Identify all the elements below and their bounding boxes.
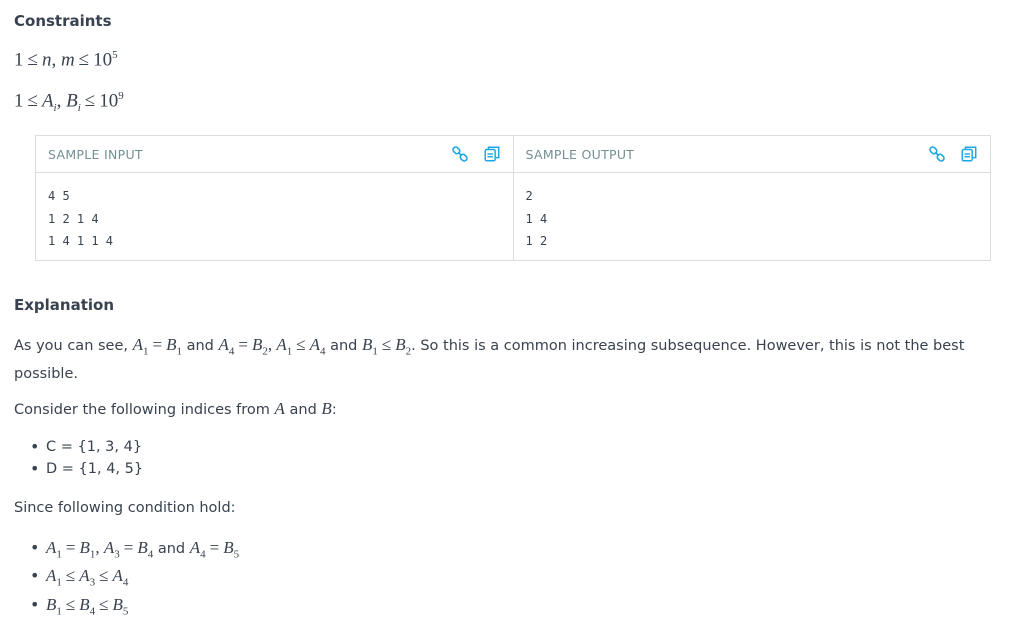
list-item: • $B_1 \le B_4 \le B_5$ — [30, 594, 239, 622]
sample-input-title: SAMPLE INPUT — [48, 146, 143, 162]
sample-input-header — [36, 136, 513, 173]
condition-intro: Since following condition hold: — [14, 500, 236, 516]
explanation-heading: Explanation — [14, 296, 115, 314]
list-item: • D = {1, 4, 5} — [30, 458, 143, 480]
sample-output-panel — [513, 136, 991, 260]
list-item: • C = {1, 3, 4} — [30, 436, 143, 458]
constraints-heading: Constraints — [14, 12, 112, 30]
constraint-nm: 1 ≤ n, $m \le 10^5$ — [14, 49, 118, 71]
conditions-list — [30, 537, 239, 622]
indices-list — [30, 436, 143, 480]
constraint-ab: $1 \le A_i$, $B_i \le 10^9$ — [14, 90, 124, 115]
sample-table — [35, 135, 991, 261]
indices-intro: Consider the following indices from A and B: — [14, 399, 337, 418]
sample-input-panel — [36, 136, 513, 260]
sample-input-body: 4 5 1 2 1 4 1 4 1 1 4 — [48, 189, 114, 248]
sample-output-body: 2 1 4 1 2 — [525, 189, 548, 248]
copy-icon[interactable] — [483, 145, 501, 163]
sample-output-title: SAMPLE OUTPUT — [525, 146, 635, 162]
list-item: • $A_1 \le A_3 \le A_4$ — [30, 565, 239, 593]
copy-icon[interactable] — [960, 145, 978, 163]
sample-output-header — [514, 136, 991, 173]
explanation-paragraph: As you can see, $A_1 = B_1$ and $A_4 = B_2$, $A_1 \le A_4$ and $B_1 \le B_2$. So this is a common increasing subsequence. However, this is not the best possible. — [14, 335, 965, 383]
list-item: • $A_1 = B_1$, $A_3 = B_4$ and $A_4 = B_5$ — [30, 537, 239, 565]
link-icon[interactable] — [451, 145, 469, 163]
link-icon[interactable] — [928, 145, 946, 163]
